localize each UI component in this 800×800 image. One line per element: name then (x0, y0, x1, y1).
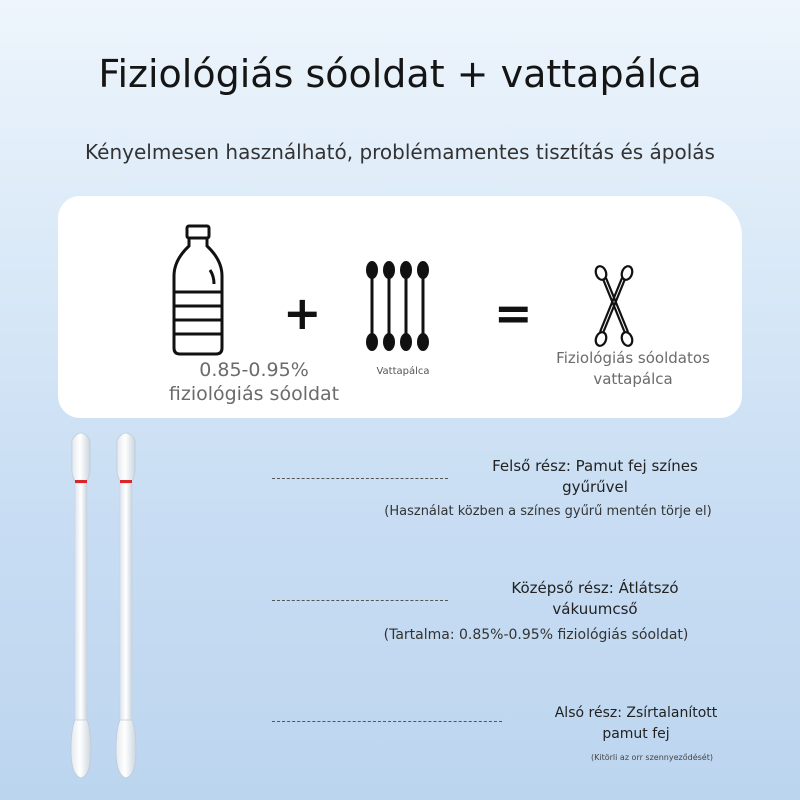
bottle-label-concentration: 0.85-0.95% (199, 359, 309, 381)
swab-right (116, 433, 136, 778)
leader-line-bottom (272, 721, 502, 722)
part-middle-title-line1: Középső rész: Átlátszó (511, 579, 679, 597)
crossed-swabs-icon (592, 264, 636, 348)
part-top-note: (Használat közben a színes gyűrű mentén törje el) (384, 504, 712, 519)
result-label-line1: Fiziológiás sóoldatos (556, 349, 710, 367)
part-bottom-title (536, 703, 736, 745)
bottle-label-name: fiziológiás sóoldat (168, 383, 340, 405)
swab-illustration (60, 430, 150, 790)
part-bottom-note: (Kitörli az orr szennyeződését) (591, 753, 713, 762)
part-top-title (470, 456, 720, 498)
part-top-title-line2: gyűrűvel (562, 478, 628, 496)
part-bottom-title-line1: Alsó rész: Zsírtalanított (554, 705, 718, 721)
equals-sign: = (494, 286, 533, 340)
equation-card (58, 196, 742, 418)
cotton-swabs-icon (362, 260, 436, 352)
leader-line-top (272, 478, 448, 479)
part-middle-title (470, 578, 720, 620)
result-label (508, 348, 758, 390)
swabs-label: Vattapálca (376, 366, 430, 377)
swab-left (71, 433, 91, 778)
part-bottom-title-line2: pamut fej (602, 726, 670, 742)
part-top-title-line1: Felső rész: Pamut fej színes (492, 457, 698, 475)
bottle-icon (170, 224, 226, 356)
part-middle-title-line2: vákuumcső (552, 600, 638, 618)
result-label-line2: vattapálca (593, 370, 673, 388)
bottle-label (144, 358, 364, 406)
leader-line-middle (272, 600, 448, 601)
page-title: Fiziológiás sóoldat + vattapálca (98, 52, 702, 96)
plus-sign: + (283, 286, 322, 340)
page-subtitle: Kényelmesen használható, problémamentes tisztítás és ápolás (85, 140, 715, 164)
part-middle-note: (Tartalma: 0.85%-0.95% fiziológiás sóoldat) (383, 627, 689, 643)
